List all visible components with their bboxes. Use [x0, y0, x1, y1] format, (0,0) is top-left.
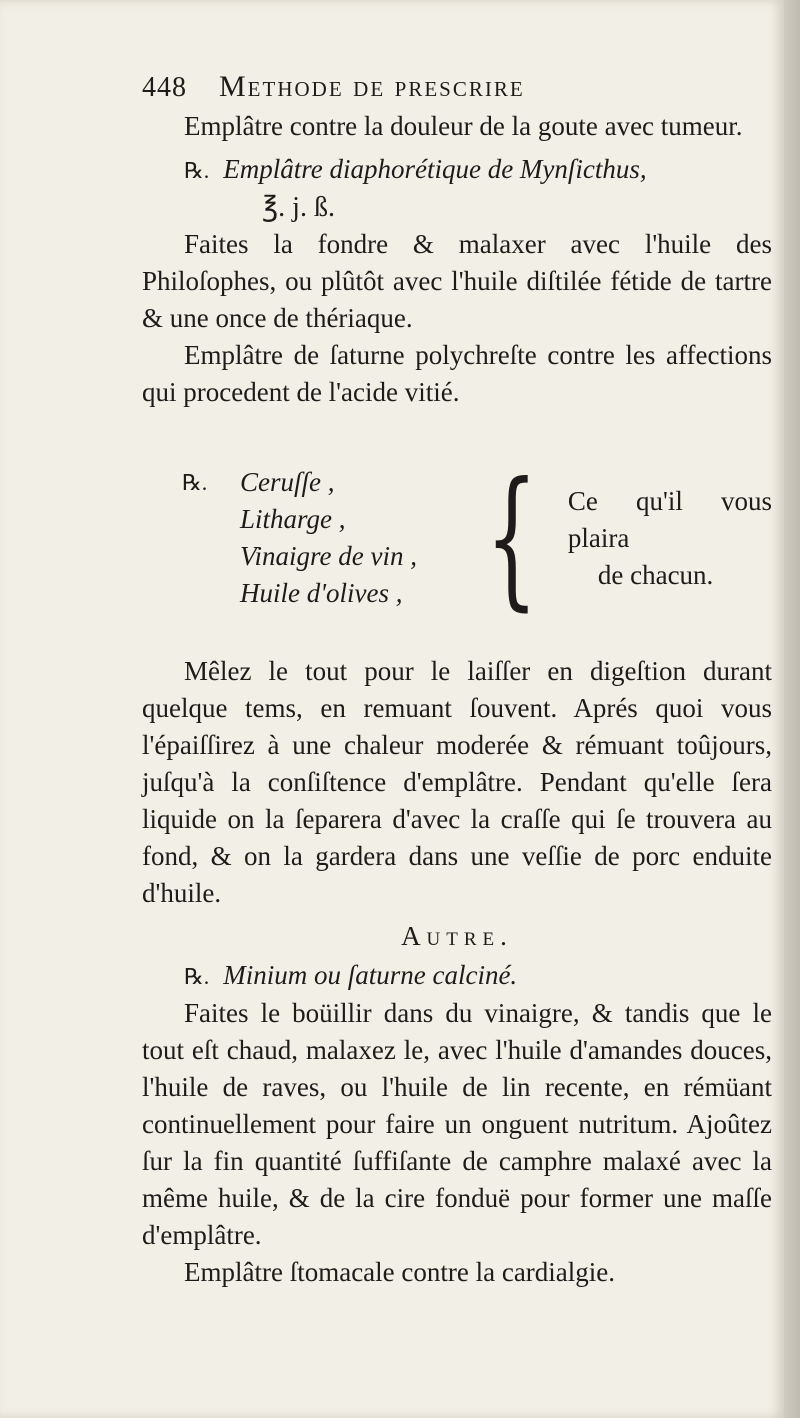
recipe-symbol: ℞. [182, 470, 208, 495]
curly-brace-icon: { [485, 451, 539, 625]
paragraph-2: Faites la fondre & malaxer avec l'huile des Philoſophes, ou plûtôt avec l'huile diſtilée fétide de tartre & une once de thériaque. [142, 229, 772, 333]
prescription-1 [142, 151, 772, 189]
ingredient-row [182, 575, 464, 612]
ingredient-row [182, 538, 464, 575]
brace-note-line-2: de chacun. [597, 559, 714, 590]
section-heading: Autre. [401, 921, 513, 951]
ingredient: Litharge , [240, 504, 346, 534]
prescription-1-text: Emplâtre diaphorétique de Mynſicthus, [223, 154, 647, 184]
ingredient: Huile d'olives , [240, 578, 403, 608]
running-header [142, 68, 772, 106]
recipe-symbol: ℞. [184, 158, 210, 183]
ingredient: Ceruſſe , [240, 467, 335, 497]
paragraph-4: Mêlez le tout pour le laiſſer en digeſtion durant quelque tems, en remuant ſouvent. Aprés quoi vous l'épaiſſirez à une chaleur moderée & rémuant toûjours, juſqu'à la conſiſtence d'emplâtre. Pendant qu'elle ſera liquide on la ſeparera d'avec la craſſe qui ſe trouvera au fond, & on la gardera dans une veſſie de porc enduite d'huile. [142, 656, 772, 908]
ingredient-list [182, 464, 464, 612]
ingredient-row [182, 501, 464, 538]
prescription-2-text: Minium ou ſaturne calciné. [223, 960, 518, 990]
paragraph-3: Emplâtre de ſaturne polychreſte contre les affections qui procedent de l'acide vitié. [142, 340, 772, 407]
running-title: Methode de prescrire [219, 70, 525, 103]
prescription-2 [142, 957, 772, 995]
paragraph-1: Emplâtre contre la douleur de la goute avec tumeur. [184, 111, 743, 141]
recipe-block [182, 451, 772, 625]
page-text [142, 68, 772, 1291]
brace-note [568, 483, 772, 594]
brace-note-line-1: Ce qu'il vous plaira [567, 485, 772, 553]
prescription-1-dose: ℥. j. ß. [262, 192, 335, 223]
recipe-symbol: ℞. [184, 964, 210, 989]
page-number: 448 [142, 72, 187, 103]
paragraph-5: Faites le boüillir dans du vinaigre, & tandis que le tout eſt chaud, malaxez le, avec l'huile d'amandes douces, l'huile de raves, ou l'huile de lin recente, en rémüant continuellement pour faire un onguent nutritum. Ajoûtez ſur la fin quantité ſuffiſante de camphre malaxé avec la même huile, & de la cire fonduë pour former une maſſe d'emplâtre. [142, 998, 772, 1250]
page-gutter [784, 0, 800, 1418]
ingredient-row [182, 464, 464, 501]
paragraph-6: Emplâtre ſtomacale contre la cardialgie. [184, 1257, 616, 1287]
ingredient: Vinaigre de vin , [240, 541, 417, 571]
